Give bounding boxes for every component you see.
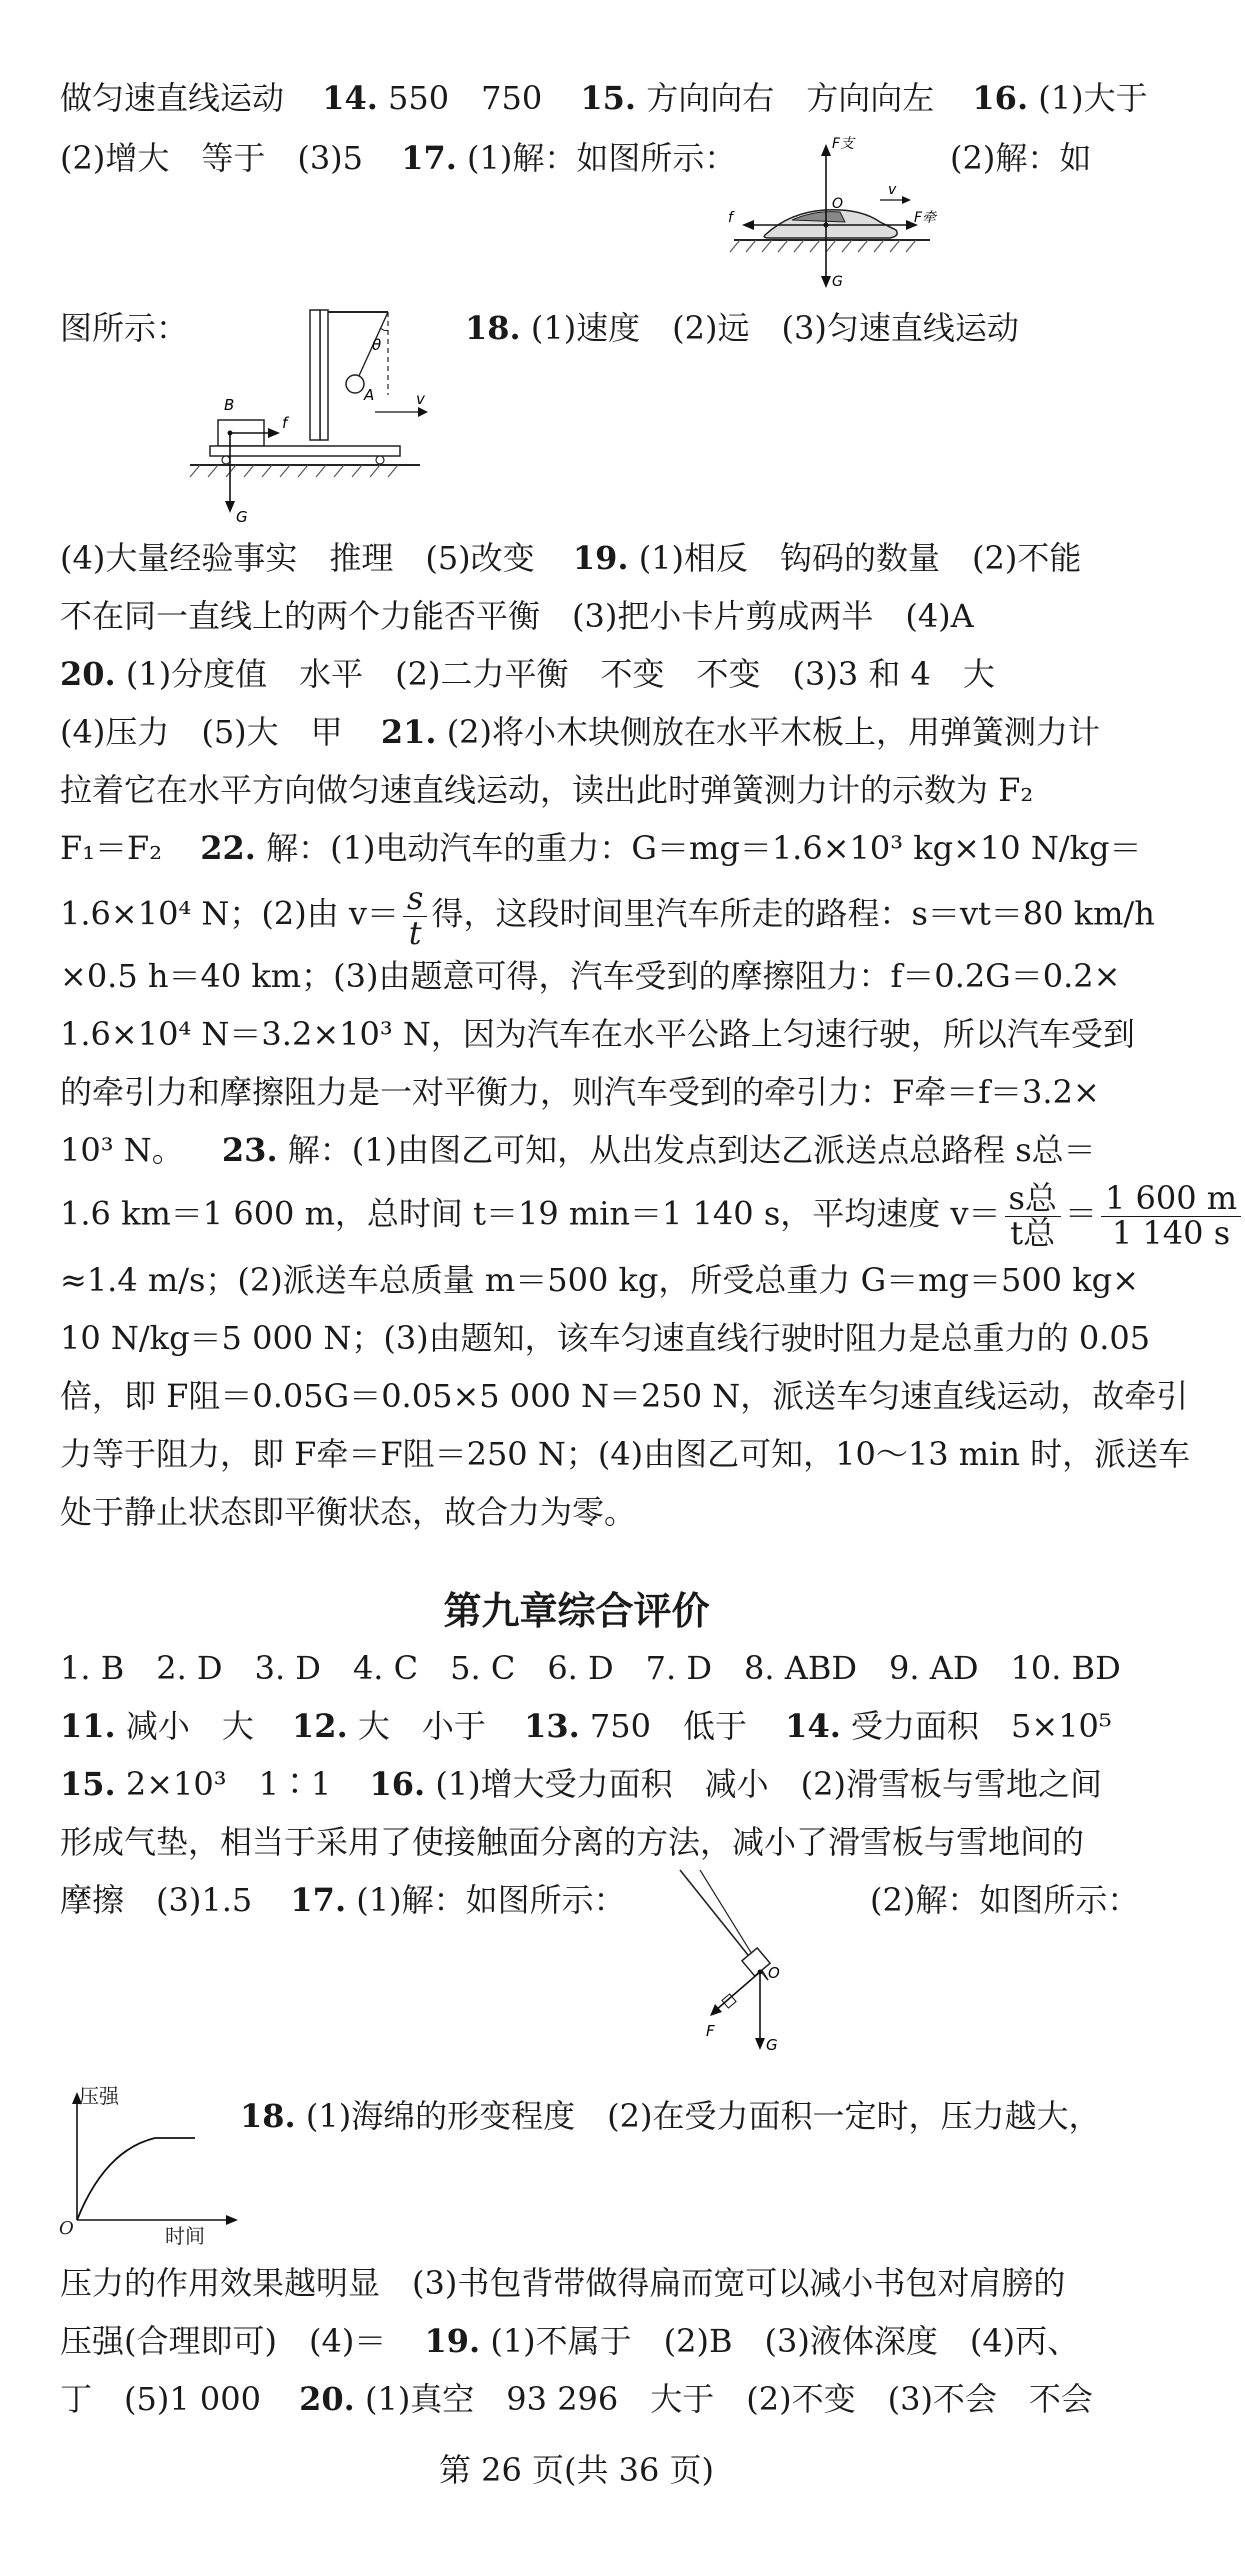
answer-line: 10 N/kg＝5 000 N；(3)由题知，该车匀速直线行驶时阻力是总重力的 0.05 [60, 1319, 1151, 1357]
answer-line: 1.6×10⁴ N＝3.2×10³ N，因为汽车在水平公路上匀速行驶，所以汽车受到 [60, 1015, 1135, 1053]
answer-line [870, 1882, 1139, 1919]
label-F-support: F支 [832, 136, 855, 152]
answer-line [60, 2381, 1113, 2418]
answer-line [60, 540, 1113, 577]
answer-text: (1)增大受力面积 减小 (2)滑雪板与雪地之间 [435, 1765, 1102, 1803]
answer-text: (2)将小木块侧放在水平木板上，用弹簧测力计 [446, 713, 1101, 751]
svg-text:G: G [766, 2036, 778, 2054]
svg-text:θ: θ [372, 336, 382, 354]
answer-text: 做匀速直线运动 [60, 79, 285, 117]
answer-text: 减小 大 [125, 1707, 254, 1745]
svg-text:v: v [416, 390, 425, 408]
answer-text: 压强(合理即可) (4)＝ [60, 2322, 387, 2360]
pendulum-cart-diagram [180, 300, 440, 530]
answer-line [60, 714, 1113, 751]
svg-text:F: F [706, 2022, 715, 2040]
fraction: $\frac{s}{t}$ [403, 882, 427, 950]
answer-line [240, 2098, 1113, 2135]
answer-line: 力等于阻力，即 F牵＝F阻＝250 N；(4)由图乙可知，10～13 min 时，派送车 [60, 1435, 1191, 1473]
label-v: v [888, 182, 897, 198]
pressure-time-graph [55, 2080, 245, 2248]
slope-force-diagram [660, 1860, 820, 2060]
question-number: 13. [524, 1707, 580, 1745]
svg-text:B: B [224, 396, 235, 414]
answer-text: 1.6×10⁴ N；(2)由 v＝ [60, 894, 400, 933]
y-axis-label: 压强 [79, 2084, 119, 2108]
answer-line [60, 1708, 1113, 1745]
fraction: $\frac{1 600 m}{1 140 s}$ [1101, 1182, 1241, 1250]
answer-text: (1)真空 93 296 大于 (2)不变 (3)不会 不会 [364, 2380, 1093, 2418]
answer-line [60, 1766, 1113, 1803]
answer-line: 压力的作用效果越明显 (3)书包背带做得扁而宽可以减小书包对肩膀的 [60, 2264, 1066, 2302]
origin-label: O [59, 2218, 74, 2239]
answer-text: (1)海绵的形变程度 (2)在受力面积一定时，压力越大， [305, 2097, 1101, 2135]
answer-text: (4)压力 (5)大 甲 [60, 713, 343, 751]
answer-text: (1)大于 [1038, 79, 1148, 117]
car-force-diagram [720, 130, 960, 290]
question-number: 16. [972, 79, 1029, 117]
answer-text: (1)不属于 (2)B (3)液体深度 (4)丙、 [490, 2322, 1080, 2360]
label-F-traction: F牵 [914, 210, 937, 226]
answer-text: 摩擦 (3)1.5 [60, 1881, 253, 1919]
answer-line: ≈1.4 m/s；(2)派送车总质量 m＝500 kg，所受总重力 G＝mg＝500 kg× [60, 1261, 1139, 1299]
x-axis-label: 时间 [165, 2224, 205, 2248]
question-number: 19. [424, 2322, 481, 2360]
question-number: 18. [240, 2097, 296, 2135]
answer-text: 550 750 [388, 79, 543, 117]
answer-line: 形成气垫，相当于采用了使接触面分离的方法，减小了滑雪板与雪地间的 [60, 1823, 1085, 1861]
question-number: 15. [60, 1765, 116, 1803]
answer-line: 1. B 2. D 3. D 4. C 5. C 6. D 7. D 8. ABD 9. AD 10. BD [60, 1649, 1121, 1687]
answer-text: 解：(1)电动汽车的重力：G＝mg＝1.6×10³ kg×10 N/kg＝ [266, 829, 1142, 867]
answer-line [60, 879, 1155, 952]
question-number: 19. [572, 539, 629, 577]
label-O: O [832, 196, 844, 212]
answer-text: (1)速度 (2)远 (3)匀速直线运动 [530, 309, 1019, 347]
question-number: 22. [200, 829, 256, 867]
answer-text: 10³ N。 [60, 1131, 184, 1169]
answer-text: (1)相反 钩码的数量 (2)不能 [638, 539, 1082, 577]
answer-line [60, 656, 1113, 693]
answer-text: 方向向右 方向向左 [646, 79, 935, 117]
answer-line: ×0.5 h＝40 km；(3)由题意可得，汽车受到的摩擦阻力：f＝0.2G＝0.2× [60, 957, 1121, 995]
answer-text: ＝ [1064, 1194, 1097, 1233]
answer-text: 受力面积 5×10⁵ [851, 1707, 1112, 1745]
question-number: 21. [380, 713, 437, 751]
label-f: f [728, 210, 733, 226]
question-number: 16. [369, 1765, 426, 1803]
answer-line: 处于静止状态即平衡状态，故合力为零。 [60, 1493, 637, 1531]
question-number: 12. [292, 1707, 348, 1745]
question-number: 14. [785, 1707, 841, 1745]
answer-line: 的牵引力和摩擦阻力是一对平衡力，则汽车受到的牵引力：F牵＝f＝3.2× [60, 1073, 1100, 1111]
question-number: 20. [60, 655, 116, 693]
question-number: 23. [221, 1131, 278, 1169]
answer-line [60, 829, 1142, 867]
answer-line: 倍，即 F阻＝0.05G＝0.05×5 000 N＝250 N，派送车匀速直线运动，故牵引 [60, 1377, 1189, 1415]
answer-line [60, 1179, 1238, 1252]
svg-text:f: f [282, 414, 288, 432]
answer-text: (1)解：如图所示： [356, 1881, 626, 1919]
answer-text: 得，这段时间里汽车所走的路程：s＝vt＝80 km/h [431, 894, 1155, 933]
answer-text: 丁 (5)1 000 [60, 2380, 261, 2418]
page-footer: 第 26 页(共 36 页) [438, 2451, 715, 2489]
answer-text: (4)大量经验事实 推理 (5)改变 [60, 539, 535, 577]
answer-text: (1)分度值 水平 (2)二力平衡 不变 不变 (3)3 和 4 大 [125, 655, 995, 693]
answer-text: 1.6 km＝1 600 m，总时间 t＝19 min＝1 140 s，平均速度 v＝ [60, 1194, 1001, 1233]
answer-line [60, 1132, 1113, 1169]
question-number: 11. [60, 1707, 116, 1745]
svg-text:O: O [768, 1964, 780, 1982]
question-number: 17. [401, 139, 457, 177]
answer-text: 大 小于 [357, 1707, 486, 1745]
answer-text: 2×10³ 1∶1 [125, 1765, 332, 1803]
answer-line [465, 310, 1113, 347]
answer-text: 750 低于 [589, 1707, 747, 1745]
answer-text: 解：(1)由图乙可知，从出发点到达乙派送点总路程 s总＝ [287, 1131, 1096, 1169]
question-number: 17. [290, 1881, 347, 1919]
question-number: 15. [580, 79, 637, 117]
answer-text: (2)解：如 [950, 139, 1092, 177]
answer-line [60, 2323, 1113, 2360]
answer-text: 图所示： [60, 309, 189, 347]
question-number: 14. [322, 79, 378, 117]
section-title: 第九章综合评价 [443, 1588, 710, 1633]
answer-line: 不在同一直线上的两个力能否平衡 (3)把小卡片剪成两半 (4)A [60, 597, 974, 635]
answer-text: (1)解：如图所示： [467, 139, 737, 177]
question-number: 20. [299, 2380, 355, 2418]
svg-text:G: G [236, 508, 248, 526]
answer-line [60, 79, 1148, 117]
label-G: G [832, 274, 843, 290]
answer-text: (2)增大 等于 (3)5 [60, 139, 364, 177]
answer-line: 拉着它在水平方向做匀速直线运动，读出此时弹簧测力计的示数为 F₂ [60, 771, 1034, 809]
fraction: $\frac{\text{s总}}{\text{t总}}$ [1005, 1182, 1061, 1250]
answer-line [950, 140, 1091, 177]
question-number: 18. [465, 309, 521, 347]
answer-text: F₁＝F₂ [60, 829, 163, 867]
answer-text: (2)解：如图所示： [870, 1881, 1140, 1919]
svg-text:A: A [364, 386, 375, 404]
